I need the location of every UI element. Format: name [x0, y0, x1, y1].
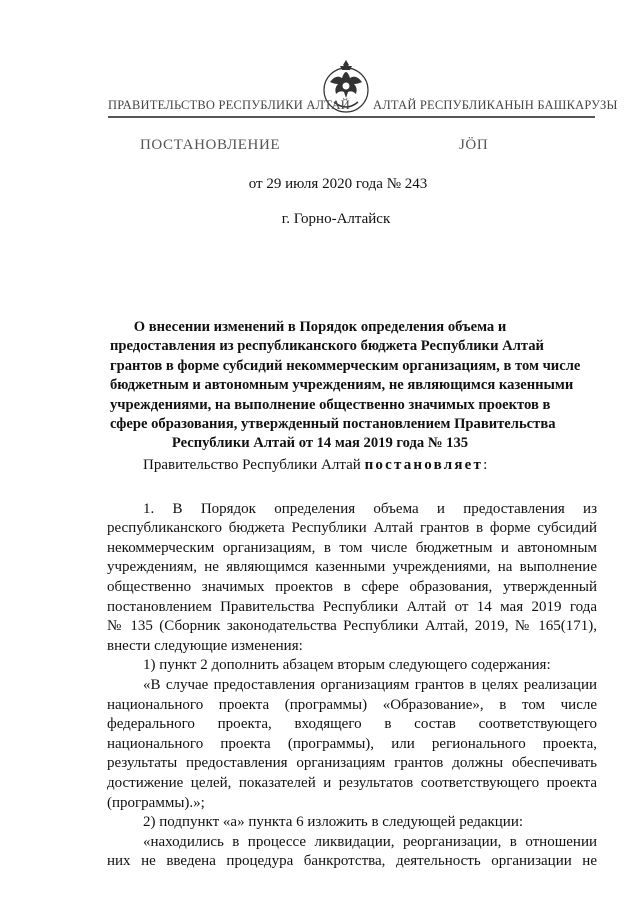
- government-name-alt: АЛТАЙ РЕСПУБЛИКАНЫН БАШКАРУЗЫ: [373, 98, 618, 112]
- body-line: учреждениям, не являющимся казенными учреждениями, на выполнение: [107, 559, 597, 576]
- body-line: «В случае предоставления организациям грантов в целях реализации: [143, 676, 597, 693]
- decree-city: г. Горно-Алтайск: [281, 211, 391, 227]
- body-line: внести следующие изменения:: [107, 637, 303, 654]
- title-line: учреждениями, на выполнение общественно значимых проектов в: [110, 396, 551, 413]
- header-divider: [108, 116, 595, 118]
- body-line: 1. В Порядок определения объема и предоставления из: [143, 500, 597, 517]
- resolution-intro: Правительство Республики Алтай постановляет:: [143, 457, 488, 473]
- body-line: национального проекта (программы), или регионального проекта,: [107, 735, 597, 752]
- title-line: бюджетным и автономным учреждениям, не являющимся казенными: [110, 377, 574, 394]
- decree-label-alt: ЈӦП: [459, 137, 489, 153]
- title-line: грантов в форме субсидий некоммерческим организациям, в том числе: [110, 357, 581, 374]
- body-line: постановлением Правительства Республики Алтай от 14 мая 2019 года: [107, 598, 597, 615]
- body-line: (программы).»;: [107, 794, 205, 811]
- decree-label-ru: ПОСТАНОВЛЕНИЕ: [140, 137, 281, 153]
- title-line: сфере образования, утвержденный постановлением Правительства: [110, 416, 556, 433]
- government-name-ru: ПРАВИТЕЛЬСТВО РЕСПУБЛИКИ АЛТАЙ: [108, 98, 350, 112]
- body-line: «находились в процессе ликвидации, реорганизации, в отношении: [143, 833, 597, 850]
- title-line: предоставления из республиканского бюджета Республики Алтай: [110, 338, 544, 355]
- body-line: некоммерческим организациям, в том числе бюджетным и автономным: [107, 539, 597, 556]
- title-line: Республики Алтай от 14 мая 2019 года № 135: [171, 435, 469, 452]
- body-line: федерального проекта, входящего в состав соответствующего: [107, 716, 597, 733]
- body-line: 1) пункт 2 дополнить абзацем вторым следующего содержания:: [143, 657, 551, 674]
- body-line: № 135 (Сборник законодательства Республики Алтай, 2019, № 165(171),: [107, 618, 597, 635]
- body-line: достижение целей, показателей и результатов соответствующего проекта: [107, 774, 597, 791]
- document-title: [110, 318, 581, 454]
- body-line: них не введена процедура банкротства, деятельность организации не: [107, 853, 597, 870]
- title-line: О внесении изменений в Порядок определения объема и: [133, 319, 507, 335]
- body-line: национального проекта (программы) «Образование», в том числе: [107, 696, 597, 713]
- body-line: результаты предоставления организациям грантов должны обеспечивать: [107, 755, 597, 772]
- document-body: [107, 456, 597, 872]
- body-line: общественно значимых проектов в сфере образования, утвержденный: [107, 578, 597, 595]
- body-line: республиканского бюджета Республики Алтай грантов в форме субсидий: [107, 520, 597, 537]
- body-line: 2) подпункт «а» пункта 6 изложить в следующей редакции:: [143, 814, 524, 831]
- decree-date: от 29 июля 2020 года № 243: [248, 176, 428, 192]
